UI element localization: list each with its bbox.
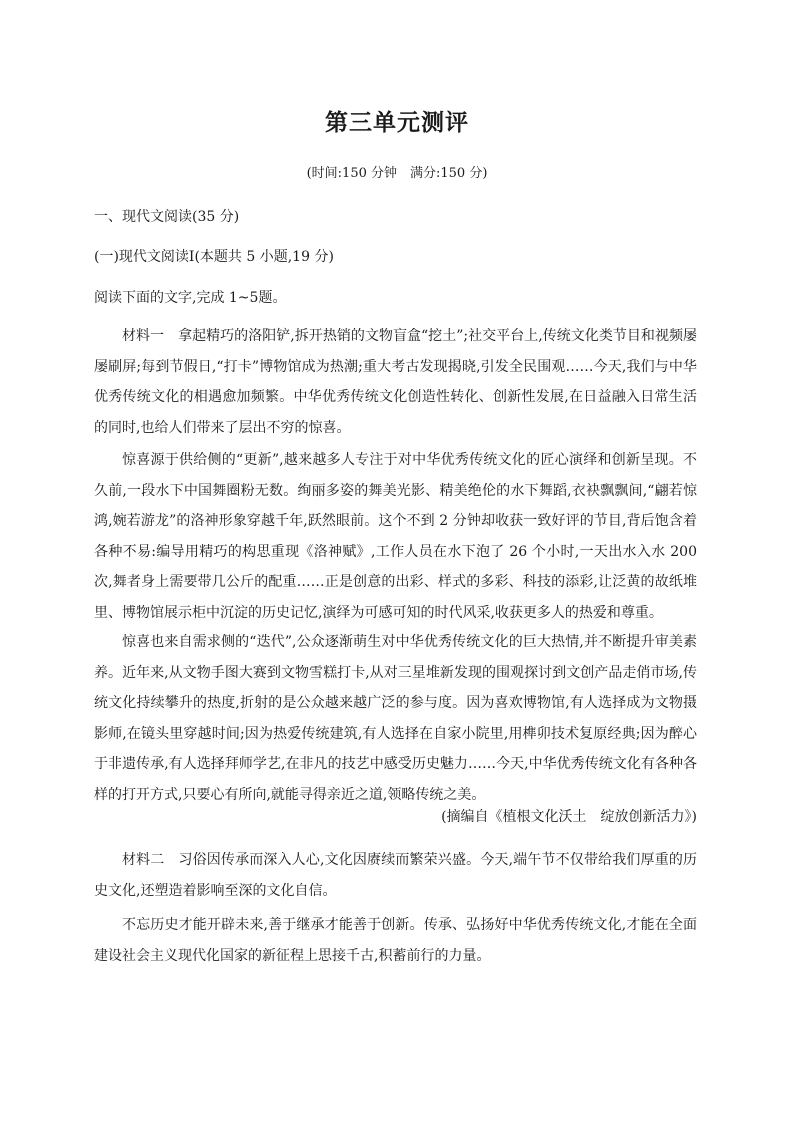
subsection-heading: (一)现代文阅读Ⅰ(本题共 5 小题,19 分) bbox=[94, 249, 334, 265]
material-one-source: (摘编自《植根文化沃土 绽放创新活力》) bbox=[441, 809, 697, 825]
material-two-label: 材料二 bbox=[122, 852, 165, 868]
material-one-paragraph-3: 惊喜也来自需求侧的“迭代”,公众逐渐萌生对中华优秀传统文化的巨大热情,并不断提升审美素养。近年来,从文物手图大赛到文物雪糕打卡,从对三星堆新发现的围观探讨到文创产品走俏市场,传统文化持续攀升的热度,折射的是公众越来越广泛的参与度。因为喜欢博物馆,有人选择成为文物摄影师,在镜头里穿越时间;因为热爱传统建筑,有人选择在自家小院里,用榫卯技术复原经典;因为醉心于非遗传承,有人选择拜师学艺,在非凡的技艺中感受历史魅力……今天,中华优秀传统文化有各种各样的打开方式,只要心有所向,就能寻得亲近之道,领略传统之美。 bbox=[94, 634, 697, 803]
reading-instruction: 阅读下面的文字,完成 1~5题。 bbox=[94, 290, 287, 306]
material-one-label: 材料一 bbox=[122, 328, 165, 344]
material-one-paragraph-1 bbox=[94, 321, 697, 443]
material-one-paragraph-2: 惊喜源于供给侧的“更新”,越来越多人专注于对中华优秀传统文化的匠心演绎和创新呈现。不久前,一段水下中国舞圈粉无数。绚丽多姿的舞美光影、精美绝伦的水下舞蹈,衣袂飘飘间,“翩若惊鸿,婉若游龙”的洛神形象穿越千年,跃然眼前。这个不到 2 分钟却收获一致好评的节目,背后饱含着各种不易:编导用精巧的构思重现《洛神赋》,工作人员在水下泡了 26 个小时,一天出水入水 200 次,舞者身上需要带几公斤的配重……正是创意的出彩、样式的多彩、科技的添彩,让泛黄的故纸堆里、博物馆展示柜中沉淀的历史记忆,演绎为可感可知的时代风采,收获更多人的热爱和尊重。 bbox=[94, 452, 697, 621]
material-two-paragraph-1-text: 习俗因传承而深入人心,文化因赓续而繁荣兴盛。今天,端午节不仅带给我们厚重的历史文化,还塑造着影响至深的文化自信。 bbox=[94, 852, 698, 899]
material-two-paragraph-1 bbox=[94, 845, 697, 906]
material-two-paragraph-2: 不忘历史才能开辟未来,善于继承才能善于创新。传承、弘扬好中华优秀传统文化,才能在全面建设社会主义现代化国家的新征程上思接千古,积蓄前行的力量。 bbox=[94, 917, 697, 964]
exam-time-score: (时间:150 分钟 满分:150 分) bbox=[306, 166, 488, 181]
document-title: 第三单元测评 bbox=[325, 110, 469, 136]
material-one-paragraph-1-text: 拿起精巧的洛阳铲,拆开热销的文物盲盒“挖土”;社交平台上,传统文化类节目和视频屡屡刷屏;每到节假日,“打卡”博物馆成为热潮;重大考古发现揭晓,引发全民围观……今天,我们与中华优秀传统文化的相遇愈加频繁。中华优秀传统文化创造性转化、创新性发展,在日益融入日常生活的同时,也给人们带来了层出不穷的惊喜。 bbox=[94, 328, 697, 436]
section-heading: 一、现代文阅读(35 分) bbox=[94, 209, 240, 225]
